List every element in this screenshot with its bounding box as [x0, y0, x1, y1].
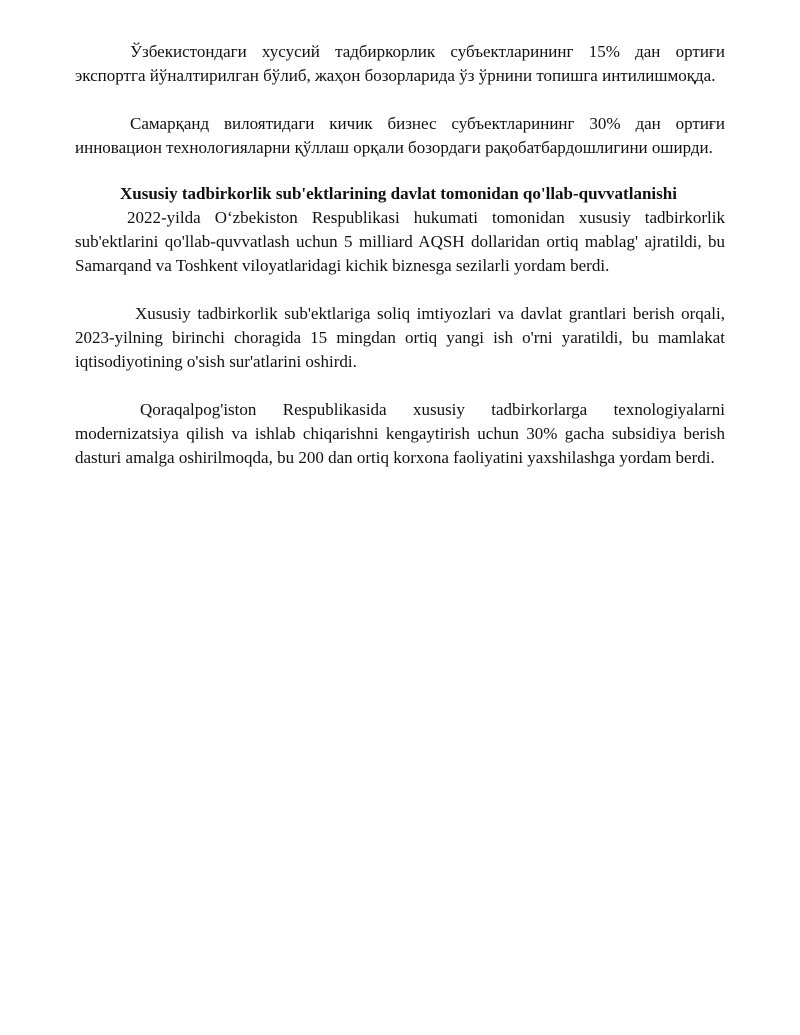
- paragraph-samarkand-innovation: Самарқанд вилоятидаги кичик бизнес субъектларининг 30% дан ортиғи инновацион технологияларни қўллаш орқали бозордаги рақобатбардошлигини оширди.: [75, 114, 725, 157]
- document-page: [75, 40, 725, 470]
- paragraph-tax-benefits: Xususiy tadbirkorlik sub'ektlariga soliq imtiyozlari va davlat grantlari berish orqali, 2023-yilning birinchi choragida 15 mingdan ortiq yangi ish o'rni yaratildi, bu mamlakat iqtisodiyotining o'sish sur'atlarini oshirdi.: [75, 304, 725, 371]
- section-heading: Xususiy tadbirkorlik sub'ektlarining davlat tomonidan qo'llab-quvvatlanishi: [120, 184, 677, 203]
- paragraph-government-funding: 2022-yilda O‘zbekiston Respublikasi hukumati tomonidan xususiy tadbirkorlik sub'ektlarini qo'llab-quvvatlash uchun 5 milliard AQSH dollaridan ortiq mablag' ajratildi, bu Samarqand va Toshkent viloyatlaridagi kichik biznesga sezilarli yordam berdi.: [75, 208, 725, 275]
- paragraph-export-share: Ўзбекистондаги хусусий тадбиркорлик субъектларининг 15% дан ортиғи экспортга йўналтирилган бўлиб, жаҳон бозорларида ўз ўрнини топишга интилишмоқда.: [75, 42, 725, 85]
- paragraph-karakalpakstan-subsidy: Qoraqalpog'iston Respublikasida xususiy tadbirkorlarga texnologiyalarni modernizatsiya qilish va ishlab chiqarishni kengaytirish uchun 30% gacha subsidiya berish dasturi amalga oshirilmoqda, bu 200 dan ortiq korxona faoliyatini yaxshilashga yordam berdi.: [75, 400, 725, 467]
